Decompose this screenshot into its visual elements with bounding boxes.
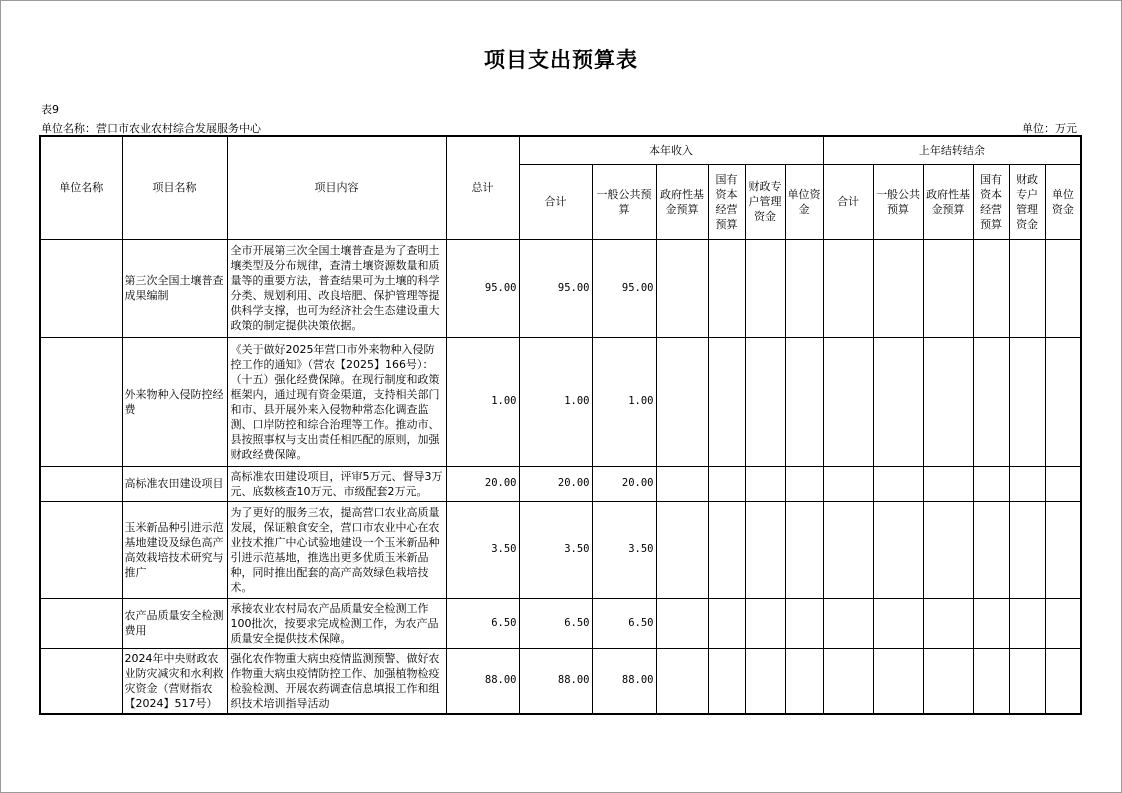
header-state-capital: 国有资本经营预算 <box>708 164 745 239</box>
header-total: 总计 <box>446 136 519 239</box>
cell-empty <box>1045 598 1081 648</box>
cell-general-budget: 88.00 <box>592 648 656 714</box>
cell-empty <box>1045 501 1081 598</box>
cell-empty <box>1009 598 1045 648</box>
cell-empty <box>1009 337 1045 466</box>
cell-empty <box>745 239 785 337</box>
table-row <box>40 648 1081 714</box>
cell-empty <box>745 337 785 466</box>
cell-empty <box>923 598 973 648</box>
header-carry-fiscal-special: 财政专户管理资金 <box>1009 164 1045 239</box>
cell-empty <box>708 337 745 466</box>
cell-empty <box>745 598 785 648</box>
cell-empty <box>708 598 745 648</box>
cell-project-name: 玉米新品种引进示范基地建设及绿色高产高效栽培技术研究与推广 <box>122 501 227 598</box>
cell-project-content: 高标准农田建设项目，评审5万元、督导3万元、底数核查10万元、市级配套2万元。 <box>227 466 446 501</box>
cell-empty <box>785 648 823 714</box>
header-carryover: 上年结转结余 <box>823 136 1081 164</box>
cell-general-budget: 95.00 <box>592 239 656 337</box>
cell-empty <box>973 337 1009 466</box>
budget-table <box>39 135 1082 715</box>
cell-empty <box>745 466 785 501</box>
currency-unit-label: 单位：万元 <box>1022 122 1077 135</box>
header-carry-state-capital: 国有资本经营预算 <box>973 164 1009 239</box>
header-carry-gov-fund: 政府性基金预算 <box>923 164 973 239</box>
cell-general-budget: 20.00 <box>592 466 656 501</box>
cell-empty <box>873 598 923 648</box>
cell-empty <box>873 337 923 466</box>
cell-empty <box>1045 648 1081 714</box>
table-number: 表9 <box>41 103 59 116</box>
table-row <box>40 466 1081 501</box>
header-fiscal-special: 财政专户管理资金 <box>745 164 785 239</box>
cell-empty <box>873 648 923 714</box>
cell-empty <box>785 466 823 501</box>
cell-empty <box>656 466 708 501</box>
cell-empty <box>923 501 973 598</box>
cell-project-name: 外来物种入侵防控经费 <box>122 337 227 466</box>
header-project-content: 项目内容 <box>227 136 446 239</box>
header-project-name: 项目名称 <box>122 136 227 239</box>
cell-empty <box>823 337 873 466</box>
header-gov-fund: 政府性基金预算 <box>656 164 708 239</box>
cell-empty <box>708 466 745 501</box>
cell-empty <box>785 598 823 648</box>
header-unit-fund: 单位资金 <box>785 164 823 239</box>
cell-empty <box>823 466 873 501</box>
header-unit-name: 单位名称 <box>40 136 122 239</box>
cell-unit <box>40 598 122 648</box>
cell-empty <box>973 466 1009 501</box>
cell-empty <box>823 501 873 598</box>
cell-empty <box>656 337 708 466</box>
cell-empty <box>1045 239 1081 337</box>
cell-general-budget: 1.00 <box>592 337 656 466</box>
cell-empty <box>923 466 973 501</box>
cell-empty <box>708 501 745 598</box>
cell-empty <box>823 648 873 714</box>
header-current-income: 本年收入 <box>519 136 823 164</box>
table-row <box>40 501 1081 598</box>
cell-empty <box>656 501 708 598</box>
cell-empty <box>823 239 873 337</box>
cell-unit <box>40 501 122 598</box>
cell-unit <box>40 466 122 501</box>
cell-empty <box>923 239 973 337</box>
cell-empty <box>785 337 823 466</box>
cell-empty <box>708 648 745 714</box>
cell-empty <box>1009 466 1045 501</box>
header-carry-subtotal: 合计 <box>823 164 873 239</box>
cell-empty <box>1009 239 1045 337</box>
cell-total: 88.00 <box>446 648 519 714</box>
cell-project-content: 《关于做好2025年营口市外来物种入侵防控工作的通知》（营农【2025】166号）：（十五）强化经费保障。在现行制度和政策框架内，通过现有资金渠道，支持相关部门和市、县开展外来入侵物种常态化调查监测、口岸防控和综合治理等工作。推动市、县按照事权与支出责任相匹配的原则，加强财政经费保障。 <box>227 337 446 466</box>
cell-empty <box>823 598 873 648</box>
cell-subtotal: 95.00 <box>519 239 592 337</box>
cell-project-content: 为了更好的服务三农，提高营口农业高质量发展，保证粮食安全，营口市农业中心在农业技术推广中心试验地建设一个玉米新品种引进示范基地，推选出更多优质玉米新品种，同时推出配套的高产高效绿色栽培技术。 <box>227 501 446 598</box>
cell-subtotal: 88.00 <box>519 648 592 714</box>
header-general-budget: 一般公共预算 <box>592 164 656 239</box>
cell-empty <box>785 501 823 598</box>
header-carry-unit-fund: 单位资金 <box>1045 164 1081 239</box>
cell-empty <box>708 239 745 337</box>
cell-empty <box>785 239 823 337</box>
cell-project-content: 承接农业农村局农产品质量安全检测工作100批次，按要求完成检测工作，为农产品质量安全提供技术保障。 <box>227 598 446 648</box>
cell-empty <box>656 239 708 337</box>
cell-project-name: 2024年中央财政农业防灾减灾和水利救灾资金（营财指农【2024】517号） <box>122 648 227 714</box>
cell-project-content: 全市开展第三次全国土壤普查是为了查明土壤类型及分布规律，查清土壤资源数量和质量等的重要方法，普查结果可为土壤的科学分类、规划利用、改良培肥、保护管理等提供科学支撑，也可为经济社会生态建设重大政策的制定提供决策依据。 <box>227 239 446 337</box>
cell-empty <box>1009 648 1045 714</box>
cell-unit <box>40 239 122 337</box>
cell-project-name: 高标准农田建设项目 <box>122 466 227 501</box>
cell-subtotal: 3.50 <box>519 501 592 598</box>
header-carry-general-budget: 一般公共预算 <box>873 164 923 239</box>
cell-empty <box>1045 466 1081 501</box>
cell-total: 1.00 <box>446 337 519 466</box>
cell-general-budget: 6.50 <box>592 598 656 648</box>
cell-empty <box>1045 337 1081 466</box>
cell-unit <box>40 337 122 466</box>
cell-empty <box>745 501 785 598</box>
cell-empty <box>656 648 708 714</box>
cell-subtotal: 20.00 <box>519 466 592 501</box>
cell-subtotal: 1.00 <box>519 337 592 466</box>
cell-empty <box>1009 501 1045 598</box>
cell-empty <box>873 466 923 501</box>
cell-empty <box>973 598 1009 648</box>
cell-project-name: 农产品质量安全检测费用 <box>122 598 227 648</box>
cell-general-budget: 3.50 <box>592 501 656 598</box>
cell-unit <box>40 648 122 714</box>
cell-total: 6.50 <box>446 598 519 648</box>
cell-total: 20.00 <box>446 466 519 501</box>
table-row <box>40 337 1081 466</box>
header-subtotal: 合计 <box>519 164 592 239</box>
cell-empty <box>745 648 785 714</box>
cell-project-name: 第三次全国土壤普查成果编制 <box>122 239 227 337</box>
cell-empty <box>656 598 708 648</box>
cell-subtotal: 6.50 <box>519 598 592 648</box>
cell-empty <box>973 239 1009 337</box>
cell-empty <box>973 648 1009 714</box>
cell-total: 95.00 <box>446 239 519 337</box>
cell-empty <box>873 501 923 598</box>
table-row <box>40 598 1081 648</box>
cell-empty <box>923 648 973 714</box>
cell-total: 3.50 <box>446 501 519 598</box>
cell-empty <box>873 239 923 337</box>
table-row <box>40 239 1081 337</box>
unit-name-label: 单位名称：营口市农业农村综合发展服务中心 <box>41 122 261 135</box>
cell-empty <box>923 337 973 466</box>
page-title: 项目支出预算表 <box>484 48 638 72</box>
cell-project-content: 强化农作物重大病虫疫情监测预警、做好农作物重大病虫疫情防控工作、加强植物检疫检验检测、开展农药调查信息填报工作和组织技术培训指导活动 <box>227 648 446 714</box>
cell-empty <box>973 501 1009 598</box>
